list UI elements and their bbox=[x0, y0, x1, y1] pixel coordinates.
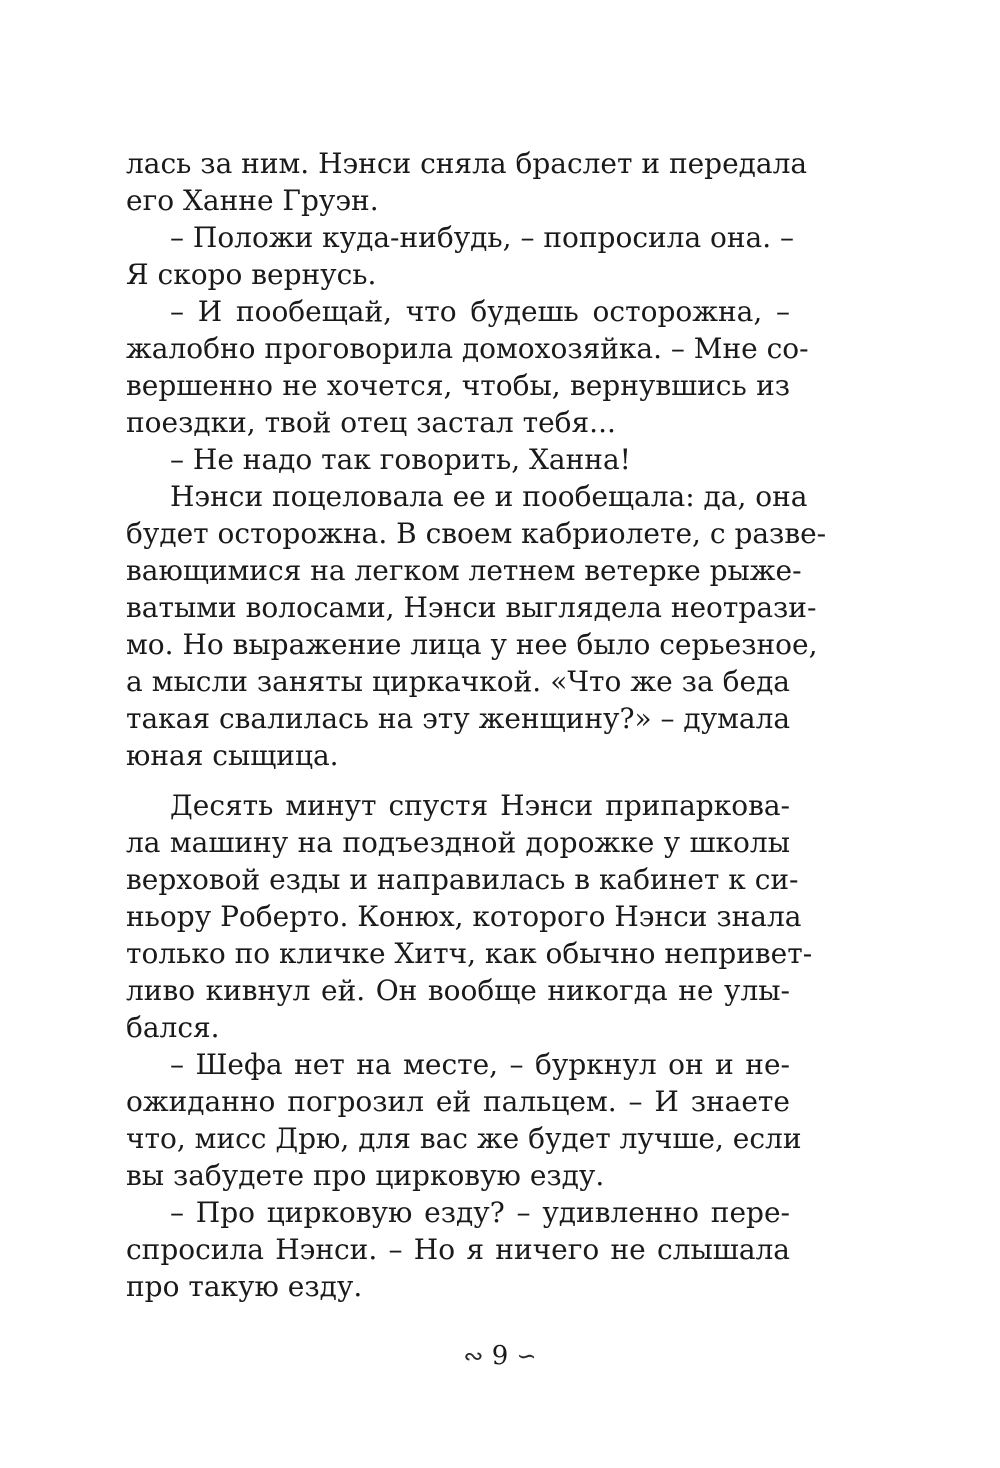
text-line: бался. bbox=[126, 1011, 220, 1044]
text-line: лась за ним. Нэнси сняла браслет и передала bbox=[126, 147, 808, 180]
text-line: ватыми волосами, Нэнси выглядела неотрази- bbox=[126, 591, 817, 624]
text-line: вающимися на легком летнем ветерке рыже- bbox=[126, 554, 802, 587]
text-line: Нэнси поцеловала ее и пообещала: да, она bbox=[170, 480, 808, 513]
text-line: поездки, твой отец застал тебя... bbox=[126, 406, 616, 439]
page-number bbox=[0, 1340, 1000, 1372]
body-text bbox=[126, 145, 827, 1305]
text-line: мо. Но выражение лица у нее было серьезное, bbox=[126, 628, 818, 661]
folio-number: 9 bbox=[491, 1341, 509, 1371]
text-line: жалобно проговорила домохозяйка. – Мне со- bbox=[126, 332, 809, 365]
text-line: верховой езды и направилась в кабинет к си- bbox=[126, 863, 799, 896]
folio-ornament-left: ∾ bbox=[463, 1342, 484, 1370]
text-line: а мысли заняты циркачкой. «Что же за беда bbox=[126, 665, 790, 698]
text-line: ливо кивнул ей. Он вообще никогда не улы- bbox=[126, 974, 790, 1007]
text-line: – И пообещай, что будешь осторожна, – bbox=[170, 295, 790, 328]
text-line: юная сыщица. bbox=[126, 739, 339, 772]
text-line: вы забудете про цирковую езду. bbox=[126, 1159, 605, 1192]
text-line: Я скоро вернусь. bbox=[126, 258, 377, 291]
text-line: ожиданно погрозил ей пальцем. – И знаете bbox=[126, 1085, 790, 1118]
text-line: – Не надо так говорить, Ханна! bbox=[170, 443, 631, 476]
text-line: Десять минут спустя Нэнси припаркова- bbox=[170, 789, 790, 822]
text-line: ла машину на подъездной дорожке у школы bbox=[126, 826, 790, 859]
text-line: – Про цирковую езду? – удивленно пере- bbox=[170, 1196, 790, 1229]
text-line: его Ханне Груэн. bbox=[126, 184, 379, 217]
text-line: про такую езду. bbox=[126, 1270, 363, 1303]
text-line: будет осторожна. В своем кабриолете, с разве- bbox=[126, 517, 827, 550]
text-line: вершенно не хочется, чтобы, вернувшись из bbox=[126, 369, 790, 402]
text-line: что, мисс Дрю, для вас же будет лучше, если bbox=[126, 1122, 802, 1155]
text-line: ньору Роберто. Конюх, которого Нэнси знала bbox=[126, 900, 802, 933]
text-line: спросила Нэнси. – Но я ничего не слышала bbox=[126, 1233, 790, 1266]
text-line: – Шефа нет на месте, – буркнул он и не- bbox=[170, 1048, 790, 1081]
folio-ornament-right: ∽ bbox=[516, 1342, 537, 1370]
text-line: такая свалилась на эту женщину?» – думала bbox=[126, 702, 791, 735]
text-line: – Положи куда-нибудь, – попросила она. – bbox=[170, 221, 795, 254]
text-line: только по кличке Хитч, как обычно непривет- bbox=[126, 937, 813, 970]
